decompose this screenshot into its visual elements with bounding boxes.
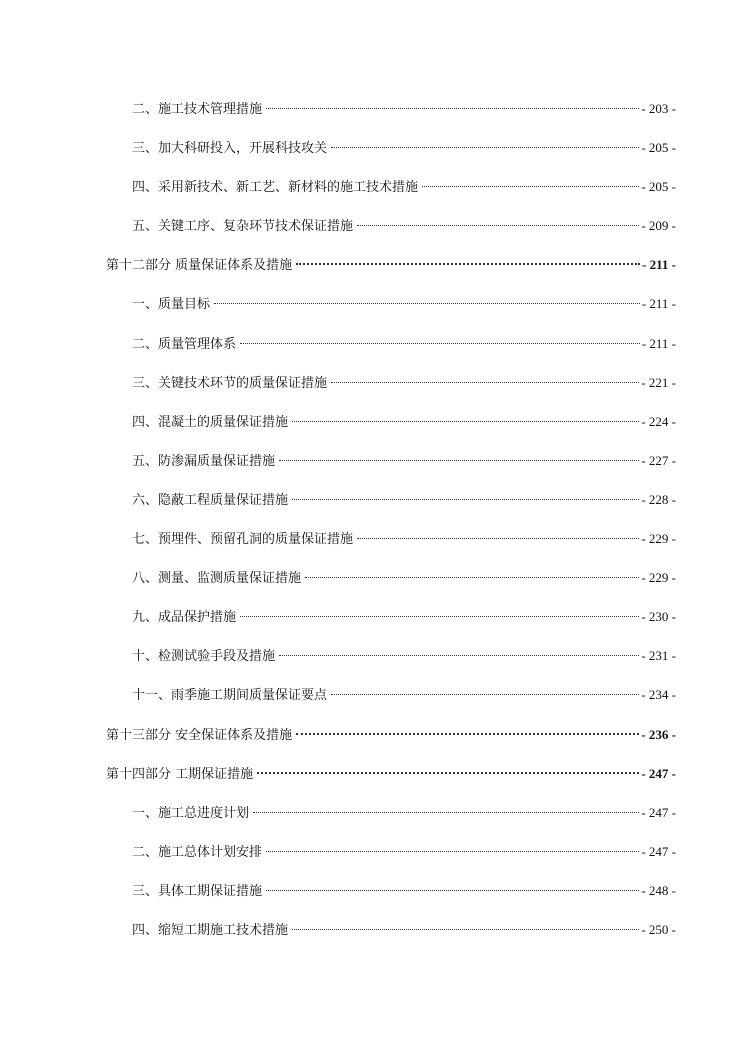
toc-page-number: - 224 -	[641, 413, 676, 429]
toc-entry-title: 五、防渗漏质量保证措施	[132, 453, 276, 469]
toc-dot-leader	[266, 851, 639, 852]
toc-section-entry[interactable]	[106, 370, 676, 409]
toc-page-number: - 248 -	[641, 882, 676, 898]
toc-section-entry[interactable]	[106, 917, 676, 956]
toc-entry-title: 十、检测试验手段及措施	[132, 649, 276, 665]
toc-entry-title: 八、测量、监测质量保证措施	[132, 571, 302, 587]
toc-page-number: - 234 -	[641, 687, 676, 703]
table-of-contents	[106, 96, 676, 956]
toc-dot-leader	[257, 772, 639, 774]
toc-section-entry[interactable]	[106, 604, 676, 643]
toc-page-number: - 205 -	[641, 179, 676, 195]
toc-dot-leader	[296, 263, 640, 265]
toc-entry-title: 十一、雨季施工期间质量保证要点	[132, 688, 328, 704]
toc-dot-leader	[240, 616, 639, 617]
toc-page-number: - 228 -	[641, 491, 676, 507]
toc-dot-leader	[292, 421, 639, 422]
toc-entry-title: 第十二部分 质量保证体系及措施	[106, 258, 293, 274]
toc-dot-leader	[422, 186, 639, 187]
toc-entry-title: 第十三部分 安全保证体系及措施	[106, 727, 293, 743]
toc-section-entry[interactable]	[106, 409, 676, 448]
toc-dot-leader	[279, 460, 639, 461]
toc-part-entry[interactable]	[106, 252, 676, 291]
toc-page-number: - 247 -	[641, 843, 676, 859]
toc-part-entry[interactable]	[106, 722, 676, 761]
toc-page-number: - 247 -	[641, 765, 676, 781]
toc-dot-leader	[331, 694, 639, 695]
toc-dot-leader	[240, 343, 640, 344]
toc-page-number: - 211 -	[642, 257, 676, 273]
toc-entry-title: 一、质量目标	[132, 297, 211, 313]
toc-page-number: - 230 -	[641, 609, 676, 625]
toc-page-number: - 236 -	[641, 726, 676, 742]
toc-section-entry[interactable]	[106, 565, 676, 604]
toc-dot-leader	[292, 929, 639, 930]
toc-section-entry[interactable]	[106, 839, 676, 878]
toc-dot-leader	[279, 655, 639, 656]
toc-page-number: - 211 -	[641, 296, 676, 312]
toc-entry-title: 五、关键工序、复杂环节技术保证措施	[132, 219, 354, 235]
toc-page-number: - 205 -	[641, 140, 676, 156]
toc-section-entry[interactable]	[106, 448, 676, 487]
toc-dot-leader	[357, 225, 639, 226]
toc-section-entry[interactable]	[106, 96, 676, 135]
toc-entry-title: 三、加大科研投入，开展科技攻关	[132, 141, 328, 157]
toc-page-number: - 211 -	[641, 335, 676, 351]
toc-entry-title: 四、采用新技术、新工艺、新材料的施工技术措施	[132, 180, 419, 196]
toc-dot-leader	[292, 499, 639, 500]
toc-dot-leader	[214, 303, 640, 304]
toc-dot-leader	[331, 147, 639, 148]
toc-entry-title: 七、预埋件、预留孔洞的质量保证措施	[132, 532, 354, 548]
toc-dot-leader	[266, 108, 639, 109]
toc-section-entry[interactable]	[106, 878, 676, 917]
toc-page-number: - 221 -	[641, 374, 676, 390]
toc-dot-leader	[331, 382, 639, 383]
toc-section-entry[interactable]	[106, 643, 676, 682]
toc-entry-title: 二、质量管理体系	[132, 336, 237, 352]
toc-entry-title: 三、关键技术环节的质量保证措施	[132, 375, 328, 391]
toc-entry-title: 三、具体工期保证措施	[132, 883, 263, 899]
toc-entry-title: 四、缩短工期施工技术措施	[132, 922, 289, 938]
toc-dot-leader	[253, 812, 639, 813]
toc-section-entry[interactable]	[106, 800, 676, 839]
toc-dot-leader	[357, 538, 639, 539]
toc-page-number: - 229 -	[641, 570, 676, 586]
toc-section-entry[interactable]	[106, 174, 676, 213]
toc-dot-leader	[305, 577, 639, 578]
toc-dot-leader	[296, 733, 639, 735]
toc-page-number: - 209 -	[641, 218, 676, 234]
toc-section-entry[interactable]	[106, 526, 676, 565]
toc-section-entry[interactable]	[106, 291, 676, 330]
toc-section-entry[interactable]	[106, 682, 676, 721]
toc-section-entry[interactable]	[106, 135, 676, 174]
toc-entry-title: 九、成品保护措施	[132, 610, 237, 626]
toc-entry-title: 一、施工总进度计划	[132, 805, 250, 821]
toc-page-number: - 229 -	[641, 531, 676, 547]
toc-page-number: - 203 -	[641, 101, 676, 116]
toc-page-number: - 227 -	[641, 452, 676, 468]
toc-entry-title: 二、施工技术管理措施	[132, 102, 263, 117]
toc-page-number: - 247 -	[641, 804, 676, 820]
toc-entry-title: 二、施工总体计划安排	[132, 844, 263, 860]
toc-section-entry[interactable]	[106, 487, 676, 526]
toc-section-entry[interactable]	[106, 213, 676, 252]
toc-page-number: - 231 -	[641, 648, 676, 664]
toc-page-number: - 250 -	[641, 921, 676, 937]
toc-dot-leader	[266, 890, 639, 891]
toc-entry-title: 六、隐蔽工程质量保证措施	[132, 492, 289, 508]
toc-part-entry[interactable]	[106, 761, 676, 800]
toc-entry-title: 第十四部分 工期保证措施	[106, 766, 254, 782]
toc-entry-title: 四、混凝土的质量保证措施	[132, 414, 289, 430]
toc-section-entry[interactable]	[106, 331, 676, 370]
